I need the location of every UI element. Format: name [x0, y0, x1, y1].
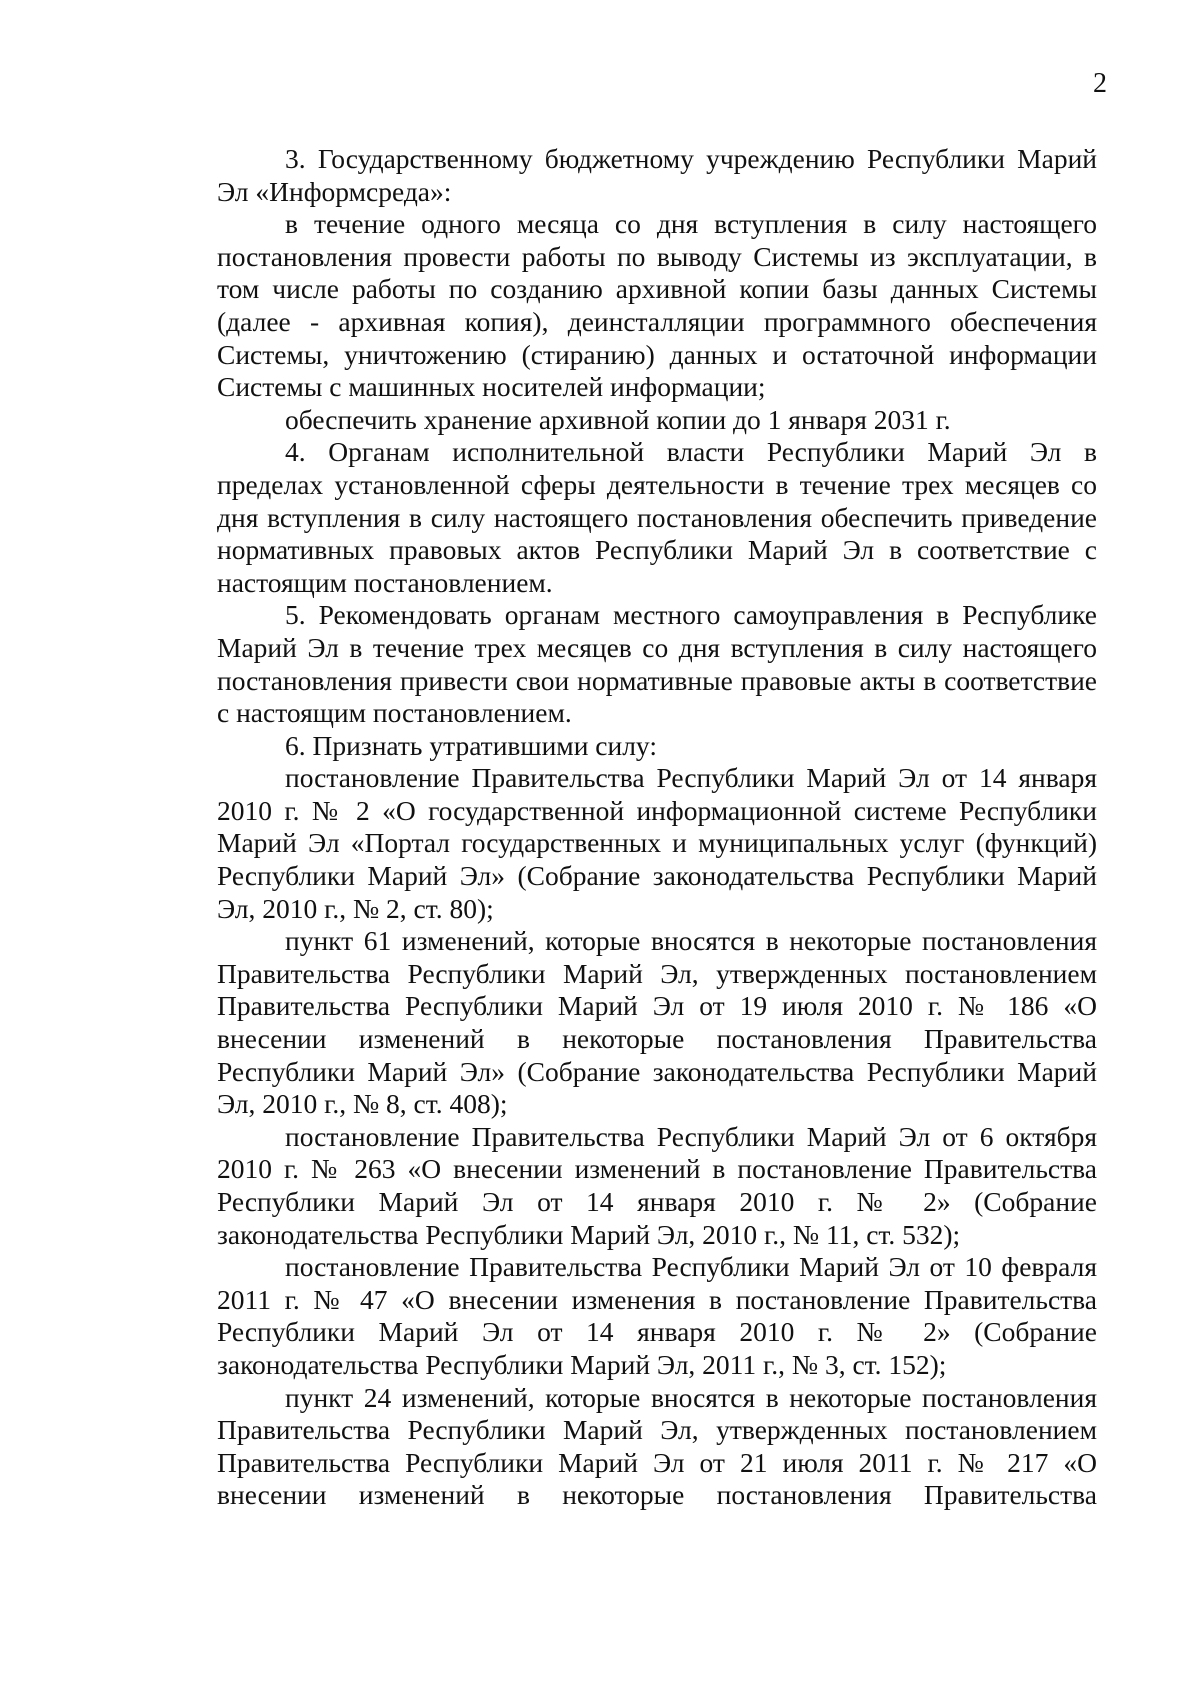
page-number: 2	[1093, 68, 1107, 99]
paragraph-item-3: 3. Государственному бюджетному учреждению Республики Марий Эл «Информсреда»:	[217, 143, 1097, 207]
paragraph-repeal-1: постановление Правительства Республики Марий Эл от 14 января 2010 г. № 2 «О государственной информационной системе Республики Марий Эл «Портал государственных и муниципальных услуг (функций) Республики Марий Эл» (Собрание законодательства Республики Марий Эл, 2010 г., № 2, ст. 80);	[217, 762, 1097, 924]
paragraph-archive-storage: обеспечить хранение архивной копии до 1 января 2031 г.	[285, 403, 951, 435]
document-body	[217, 143, 1097, 1512]
paragraph-repeal-2: пункт 61 изменений, которые вносятся в некоторые постановления Правительства Республики Марий Эл, утвержденных постановлением Правительства Республики Марий Эл от 19 июля 2010 г. № 186 «О внесении изменений в некоторые постановления Правительства Республики Марий Эл» (Собрание законодательства Республики Марий Эл, 2010 г., № 8, ст. 408);	[217, 925, 1097, 1120]
paragraph-item-4: 4. Органам исполнительной власти Республики Марий Эл в пределах установленной сферы деятельности в течение трех месяцев со дня вступления в силу настоящего постановления обеспечить приведение нормативных правовых актов Республики Марий Эл в соответствие с настоящим постановлением.	[217, 436, 1097, 598]
paragraph-item-5: 5. Рекомендовать органам местного самоуправления в Республике Марий Эл в течение трех месяцев со дня вступления в силу настоящего постановления привести свои нормативные правовые акты в соответствие с настоящим постановлением.	[217, 599, 1097, 729]
paragraph-item-6: 6. Признать утратившими силу:	[285, 729, 657, 761]
paragraph-repeal-4: постановление Правительства Республики Марий Эл от 10 февраля 2011 г. № 47 «О внесении изменения в постановление Правительства Республики Марий Эл от 14 января 2010 г. № 2» (Собрание законодательства Республики Марий Эл, 2011 г., № 3, ст. 152);	[217, 1251, 1097, 1380]
paragraph-archive-works: в течение одного месяца со дня вступления в силу настоящего постановления провести работы по выводу Системы из эксплуатации, в том числе работы по созданию архивной копии базы данных Системы (далее - архивная копия), деинсталляции программного обеспечения Системы, уничтожению (стиранию) данных и остаточной информации Системы с машинных носителей информации;	[217, 208, 1097, 403]
paragraph-repeal-5: пункт 24 изменений, которые вносятся в некоторые постановления Правительства Республики Марий Эл, утвержденных постановлением Правительства Республики Марий Эл от 21 июля 2011 г. № 217 «О внесении изменений в некоторые постановления Правительства	[217, 1381, 1097, 1511]
paragraph-repeal-3: постановление Правительства Республики Марий Эл от 6 октября 2010 г. № 263 «О внесении изменений в постановление Правительства Республики Марий Эл от 14 января 2010 г. № 2» (Собрание законодательства Республики Марий Эл, 2010 г., № 11, ст. 532);	[217, 1120, 1097, 1250]
